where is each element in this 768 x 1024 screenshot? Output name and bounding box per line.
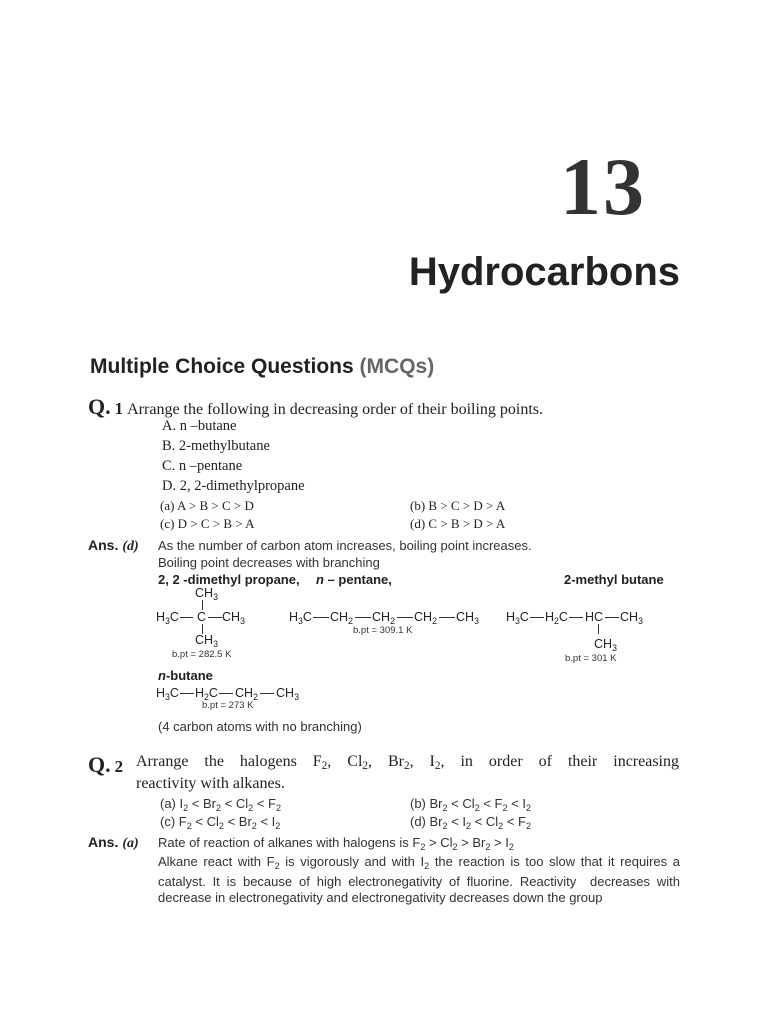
- q2-option-b: (b) $Br_2 < Cl_2 < F_2 < I_2$: [410, 796, 532, 813]
- section-title: Multiple Choice Questions: [90, 355, 354, 378]
- q1-item-b: B. 2-methylbutane: [162, 438, 270, 454]
- question-number: 1: [114, 399, 124, 418]
- q2-text-line2: reactivity with alkanes.: [136, 775, 285, 792]
- q2-answer-label: Ans. (a): [88, 834, 139, 851]
- q1-option-c: (c) D > C > B > A: [160, 516, 255, 531]
- question-text: Arrange the following in decreasing order of their boiling points.: [127, 401, 544, 418]
- bp-methylbutane: b.pt = 301 K: [565, 653, 617, 664]
- q1-answer-label: Ans. (d): [88, 537, 139, 554]
- q1-answer-key: (d): [122, 539, 139, 554]
- q1-option-b: (b) B > C > D > A: [410, 498, 506, 513]
- question-label: Q.: [88, 752, 111, 777]
- q1-option-d: (d) C > B > D > A: [410, 516, 506, 531]
- chapter-title: Hydrocarbons: [408, 250, 680, 294]
- q1-item-a: A. n –butane: [162, 418, 237, 434]
- q1-option-a: (a) A > B > C > D: [160, 498, 254, 513]
- bp-pentane: b.pt = 309.1 K: [353, 625, 413, 636]
- q1-note: (4 carbon atoms with no branching): [158, 719, 362, 734]
- bp-butane: b.pt = 273 K: [202, 700, 254, 711]
- q2-text-line1: Arrange the halogens $F_2$, $Cl_2$, $Br_2$, $I_2$, in order of their increasing: [136, 753, 679, 772]
- q2-option-c: (c) $F_2 < Cl_2 < Br_2 < I_2$: [160, 814, 281, 831]
- section-abbr: (MCQs): [359, 355, 435, 378]
- question-2: [88, 752, 123, 778]
- q1-item-d: D. 2, 2-dimethylpropane: [162, 478, 305, 494]
- q1-answer-line2: Boiling point decreases with branching: [158, 555, 380, 570]
- heading-butane: n-butane: [158, 668, 213, 683]
- bp-dimethylpropane: b.pt = 282.5 K: [172, 649, 232, 660]
- q2-option-d: (d) $Br_2 < I_2 < Cl_2 < F_2$: [410, 814, 532, 831]
- question-number: 2: [114, 757, 124, 776]
- section-heading: [90, 355, 434, 379]
- heading-pentane: n – pentane,: [316, 572, 392, 587]
- heading-dimethylpropane: 2, 2 -dimethyl propane,: [158, 572, 300, 587]
- q2-option-a: (a) $I_2 < Br_2 < Cl_2 < F_2$: [160, 796, 282, 813]
- heading-methylbutane: 2-methyl butane: [564, 572, 664, 587]
- question-1: [88, 394, 543, 420]
- question-label: Q.: [88, 394, 111, 419]
- q1-item-c: C. n –pentane: [162, 458, 243, 474]
- q2-answer-explanation: Alkane react with $F_2$ is vigorously and with $I_2$ the reaction is too slow that it requires a catalyst. It is because of high electronegativity of fluorine. Reactivity decreases with decrease in electronegativity and electronegativity decreases down the group: [158, 854, 680, 905]
- q2-answer-key: (a): [122, 836, 139, 851]
- q1-answer-line1: As the number of carbon atom increases, boiling point increases.: [158, 538, 532, 553]
- chapter-number: 13: [560, 141, 646, 232]
- q2-answer-rate: Rate of reaction of alkanes with halogens is $F_2 > Cl_2 > Br_2 > I_2$: [158, 835, 514, 852]
